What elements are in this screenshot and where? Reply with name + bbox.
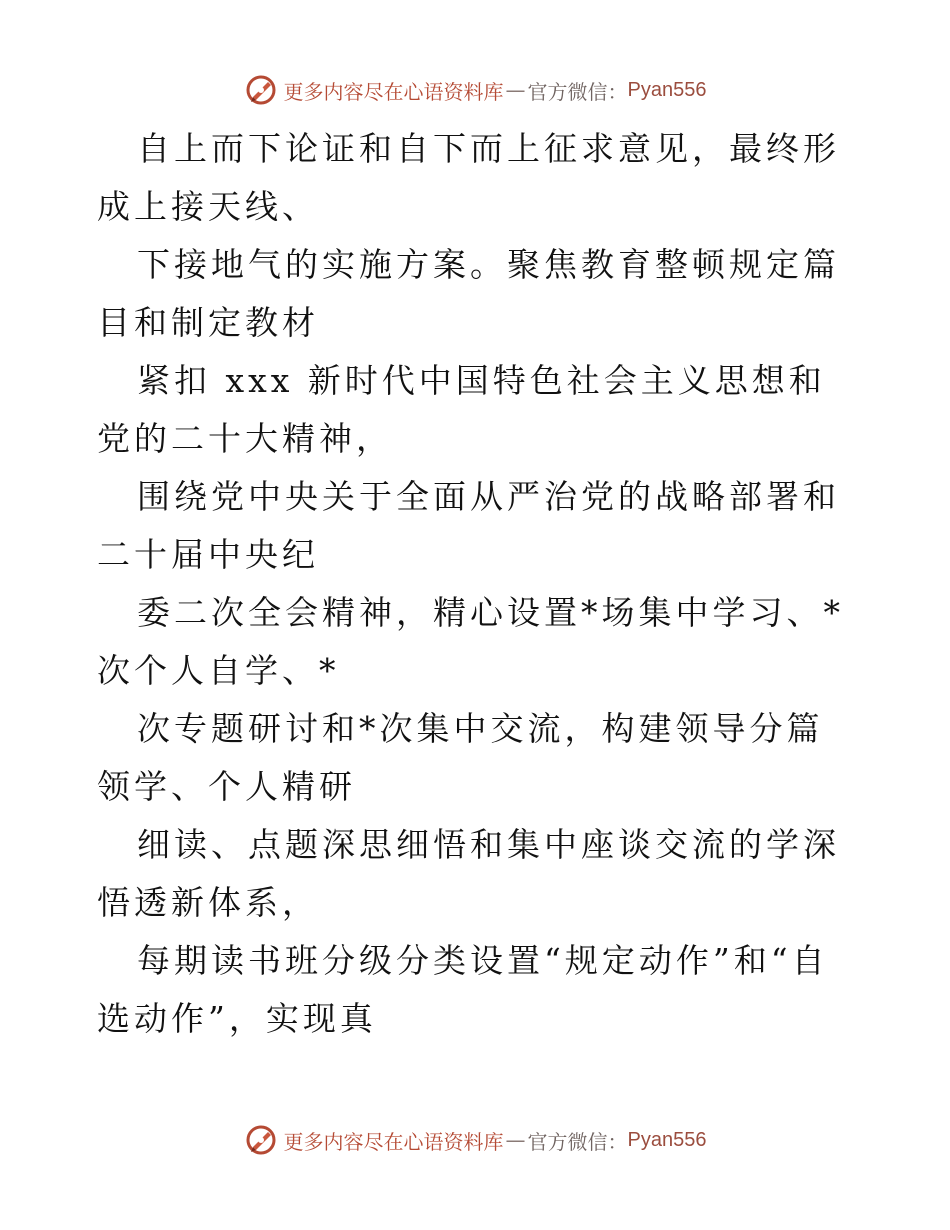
paragraph-8-line-2: 动作”，实现真 — [134, 999, 377, 1038]
pen-circle-logo-icon — [244, 1123, 278, 1157]
paragraph-4-line-2: 届中央纪 — [171, 535, 319, 574]
paragraph-5-line-2: 人自学、* — [171, 651, 340, 690]
paragraph-1-line-1: 自上而下论证和自下而上征求意见，最终形成上 — [97, 129, 840, 226]
paragraph-1 — [97, 120, 857, 236]
paragraph-6-line-2: 学、个人精研 — [134, 767, 356, 806]
footer-wechat-label: 官方微信： — [527, 1129, 628, 1154]
footer-wechat-id: Pyan556 — [627, 1128, 707, 1151]
paragraph-4-line-1: 围绕党中央关于全面从严治党的战略部署和二十 — [97, 477, 840, 574]
paragraph-3-line-1: 紧扣 xxx 新时代中国特色社会主义思想和党的 — [97, 361, 826, 458]
paragraph-1-line-2: 接天线、 — [171, 187, 319, 226]
paragraph-2-line-1: 下接地气的实施方案。聚焦教育整顿规定篇目和 — [97, 245, 840, 342]
paragraph-6 — [97, 700, 857, 816]
header-wechat-id: Pyan556 — [627, 78, 707, 101]
pen-circle-logo-icon — [244, 73, 278, 107]
header-separator: — — [505, 78, 526, 102]
paragraph-3 — [97, 352, 857, 468]
document-body — [97, 120, 857, 1048]
header-banner — [0, 70, 950, 110]
paragraph-4 — [97, 468, 857, 584]
paragraph-3-line-2: 二十大精神， — [171, 419, 393, 458]
paragraph-5 — [97, 584, 857, 700]
header-wechat-label: 官方微信： — [527, 79, 628, 104]
footer-banner — [0, 1120, 950, 1160]
footer-brand-text: 更多内容尽在心语资料库 — [283, 1129, 504, 1154]
paragraph-7-line-2: 新体系， — [171, 883, 319, 922]
paragraph-8 — [97, 932, 857, 1048]
paragraph-5-line-1: 委二次全会精神，精心设置*场集中学习、*次个 — [97, 593, 844, 690]
paragraph-7-line-1: 细读、点题深思细悟和集中座谈交流的学深悟透 — [97, 825, 840, 922]
footer-separator: — — [505, 1128, 526, 1152]
paragraph-6-line-1: 次专题研讨和*次集中交流，构建领导分篇领 — [97, 709, 824, 806]
paragraph-2 — [97, 236, 857, 352]
paragraph-7 — [97, 816, 857, 932]
paragraph-8-line-1: 每期读书班分级分类设置“规定动作”和“自选 — [97, 941, 829, 1038]
header-brand-text: 更多内容尽在心语资料库 — [283, 79, 504, 104]
paragraph-2-line-2: 制定教材 — [171, 303, 319, 342]
